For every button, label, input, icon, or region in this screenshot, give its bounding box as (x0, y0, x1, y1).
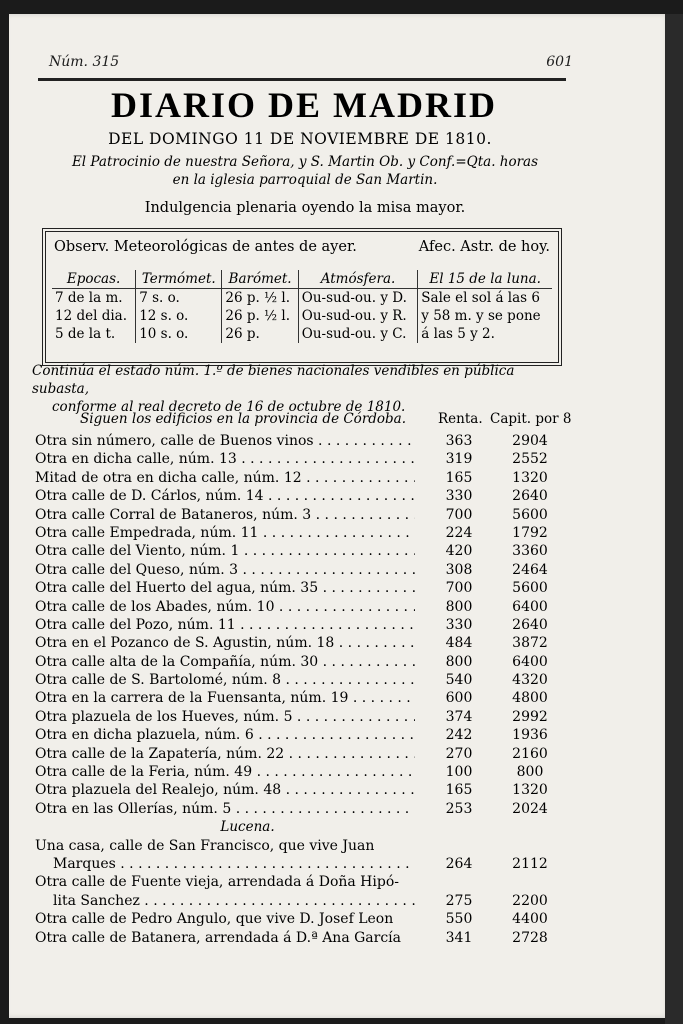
meteo-heading (54, 239, 550, 255)
meteo-cell: á las 5 y 2. (418, 325, 552, 343)
row-description: Otra calle del Queso, núm. 3 . . . (35, 561, 415, 579)
masthead-title: DIARIO DE MADRID (110, 85, 497, 125)
row-description: Otra calle de la Zapatería, núm. 22 . . . (35, 745, 415, 763)
row-renta: 100 (445, 764, 473, 781)
row-capit: 2464 (512, 561, 548, 578)
row-capit: 2728 (512, 929, 548, 946)
row-renta: 700 (445, 580, 473, 597)
row-capit: 1320 (512, 782, 548, 799)
row-description: Otra en el Pozanco de S. Agustin, núm. 18 . . . (35, 634, 415, 652)
listing-row (35, 616, 580, 634)
row-description: Otra en dicha calle, núm. 13 . . . (35, 450, 415, 468)
row-renta: 253 (445, 800, 473, 817)
row-description: Otra calle de S. Bartolomé, núm. 8 . . . (35, 671, 415, 689)
row-description: Otra calle del Viento, núm. 1 . . . (35, 542, 415, 560)
issue-number: Núm. 315 (49, 54, 120, 70)
row-capit: 2904 (512, 433, 548, 449)
row-capit: 1320 (512, 469, 548, 486)
meteo-col-epocas: Epocas. (52, 270, 136, 289)
intro-line-2: conforme al real decreto de 16 de octubre de 1810. (52, 399, 406, 415)
dateline: DEL DOMINGO 11 DE NOVIEMBRE DE 1810. (108, 130, 492, 148)
row-capit: 5600 (512, 580, 548, 597)
meteo-cell: 5 de la t. (55, 326, 116, 342)
listing-row (35, 542, 580, 560)
meteo-table (52, 270, 552, 343)
row-description: Otra en la carrera de la Fuensanta, núm. 19 . . . (35, 689, 415, 707)
listing-row (35, 708, 580, 726)
meteo-col-atmosfera: Atmósfera. (298, 270, 418, 289)
row-renta: 275 (445, 892, 473, 909)
row-description: Mitad de otra en dicha calle, núm. 12 . . . (35, 469, 415, 487)
row-description: Otra calle de D. Cárlos, núm. 14 . . . (35, 487, 415, 505)
listing-row (35, 506, 580, 524)
row-capit: 2640 (512, 488, 548, 505)
meteo-cell: 26 p. ½ l. (222, 307, 298, 325)
listing-row (35, 726, 580, 744)
row-renta: 363 (445, 433, 473, 449)
listing-row (35, 855, 580, 873)
row-capit: 3872 (512, 635, 548, 652)
listing-row (35, 432, 580, 450)
row-capit: 2992 (512, 708, 548, 725)
row-capit: 6400 (512, 653, 548, 670)
listing-row (35, 671, 580, 689)
row-capit: 2160 (512, 745, 548, 762)
row-description: Otra en las Ollerías, núm. 5 . . . (35, 800, 415, 818)
page-number: 601 (546, 54, 573, 70)
meteo-row (52, 325, 552, 343)
listing-row (35, 837, 580, 855)
province-heading: Siguen los edificios en la provincia de Córdoba. (80, 411, 407, 427)
lucena-subheading: Lucena. (220, 819, 275, 836)
saint-line-1: El Patrocinio de nuestra Señora, y S. Martin Ob. y Conf.=Qta. horas (71, 154, 539, 170)
row-renta: 540 (445, 672, 473, 689)
listing-row (35, 469, 580, 487)
row-description: Otra calle de Fuente vieja, arrendada á Doña Hipó- (35, 874, 399, 891)
listing-row (35, 450, 580, 468)
listing-row (35, 800, 580, 818)
row-description: Otra calle alta de la Compañía, núm. 30 . . . (35, 653, 415, 671)
row-renta: 420 (445, 543, 473, 560)
saint-line-2: en la iglesia parroquial de San Martin. (172, 172, 438, 188)
listing-row (35, 689, 580, 707)
row-description: Una casa, calle de San Francisco, que vive Juan (35, 837, 375, 854)
top-rule (38, 78, 566, 81)
row-description: Otra calle de Batanera, arrendada á D.ª Ana García (35, 929, 402, 946)
row-renta: 319 (445, 451, 473, 468)
row-description: Marques . . . (35, 855, 415, 873)
row-capit: 6400 (512, 598, 548, 615)
meteo-heading-right: Afec. Astr. de hoy. (418, 239, 550, 255)
row-renta: 330 (445, 488, 473, 505)
row-capit: 4800 (512, 690, 548, 707)
row-renta: 800 (445, 653, 473, 670)
meteo-col-termomet: Termómet. (136, 270, 222, 289)
row-description: Otra calle Empedrada, núm. 11 . . . (35, 524, 415, 542)
saint-of-day (40, 153, 570, 189)
meteorological-box (42, 228, 562, 366)
listing-row (35, 910, 580, 928)
row-capit: 800 (516, 764, 544, 781)
row-capit: 1792 (512, 524, 548, 541)
row-description: Otra calle del Huerto del agua, núm. 35 . . . (35, 579, 415, 597)
meteo-cell: 26 p. (222, 325, 298, 343)
listing-row (35, 892, 580, 910)
page-edge (665, 14, 683, 1024)
listing-row (35, 579, 580, 597)
row-renta: 308 (445, 561, 473, 578)
row-renta: 374 (445, 708, 473, 725)
row-description: Otra calle de Pedro Angulo, que vive D. Josef Leon (35, 911, 394, 928)
row-renta: 800 (445, 598, 473, 615)
row-renta: 270 (445, 745, 473, 762)
meteo-row (52, 289, 552, 308)
row-renta: 550 (445, 911, 473, 928)
meteo-cell: 7 s. o. (136, 289, 222, 308)
row-capit: 2024 (512, 800, 548, 817)
row-renta: 165 (445, 469, 473, 486)
listing-row (35, 524, 580, 542)
listing-row (35, 634, 580, 652)
property-listing (35, 432, 580, 947)
meteo-col-luna: El 15 de la luna. (418, 270, 552, 289)
row-description: Otra calle de la Feria, núm. 49 . . . (35, 763, 415, 781)
row-renta: 330 (445, 616, 473, 633)
meteo-cell: 26 p. ½ l. (222, 289, 298, 308)
meteo-cell: Sale el sol á las 6 (418, 289, 552, 308)
row-renta: 224 (445, 524, 473, 541)
meteo-cell: 7 de la m. (55, 290, 123, 306)
row-capit: 2640 (512, 616, 548, 633)
row-renta: 700 (445, 506, 473, 523)
row-description: Otra en dicha plazuela, núm. 6 . . . (35, 726, 415, 744)
row-capit: 2552 (512, 451, 548, 468)
listing-row (35, 781, 580, 799)
row-description: Otra calle Corral de Bataneros, núm. 3 . . . (35, 506, 415, 524)
meteo-cell: 12 s. o. (136, 307, 222, 325)
listing-row (35, 929, 580, 947)
meteo-cell: Ou-sud-ou. y C. (298, 325, 418, 343)
listing-row (35, 745, 580, 763)
indulgence-note: Indulgencia plenaria oyendo la misa mayor. (144, 200, 466, 216)
row-renta: 600 (445, 690, 473, 707)
row-capit: 1936 (512, 727, 548, 744)
row-renta: 484 (445, 635, 473, 652)
row-capit: 4400 (512, 911, 548, 928)
row-description: Otra plazuela del Realejo, núm. 48 . . . (35, 781, 415, 799)
meteo-heading-left: Observ. Meteorológicas de antes de ayer. (54, 239, 357, 255)
listing-row (35, 561, 580, 579)
row-renta: 264 (445, 855, 473, 872)
row-capit: 2112 (512, 855, 548, 872)
row-renta: 341 (445, 929, 473, 946)
meteo-col-baromet: Barómet. (222, 270, 298, 289)
row-capit: 3360 (512, 543, 548, 560)
row-capit: 2200 (512, 892, 548, 909)
row-description: Otra calle del Pozo, núm. 11 . . . (35, 616, 415, 634)
meteo-cell: Ou-sud-ou. y R. (298, 307, 418, 325)
meteo-cell: 10 s. o. (136, 325, 222, 343)
row-description: lita Sanchez . . . (35, 892, 415, 910)
listing-row (35, 598, 580, 616)
listing-row (35, 763, 580, 781)
row-description: Otra sin número, calle de Buenos vinos . . . (35, 432, 415, 450)
meteo-cell: y 58 m. y se pone (418, 307, 552, 325)
row-renta: 165 (445, 782, 473, 799)
meteo-cell: 12 del dia. (55, 308, 128, 324)
listing-intro (32, 362, 572, 416)
listing-row (35, 653, 580, 671)
listing-row (35, 873, 580, 891)
intro-line-1: Continúa el estado núm. 1.º de bienes nacionales vendibles en pública subasta, (32, 363, 515, 397)
meteo-cell: Ou-sud-ou. y D. (298, 289, 418, 308)
listing-row (35, 487, 580, 505)
row-capit: 5600 (512, 506, 548, 523)
renta-heading: Renta. (438, 411, 483, 427)
meteo-row (52, 307, 552, 325)
row-description: Otra plazuela de los Hueves, núm. 5 . . . (35, 708, 415, 726)
row-description: Otra calle de los Abades, núm. 10 . . . (35, 598, 415, 616)
row-capit: 4320 (512, 672, 548, 689)
capit-heading: Capit. por 8 (490, 411, 572, 427)
row-renta: 242 (445, 727, 473, 744)
